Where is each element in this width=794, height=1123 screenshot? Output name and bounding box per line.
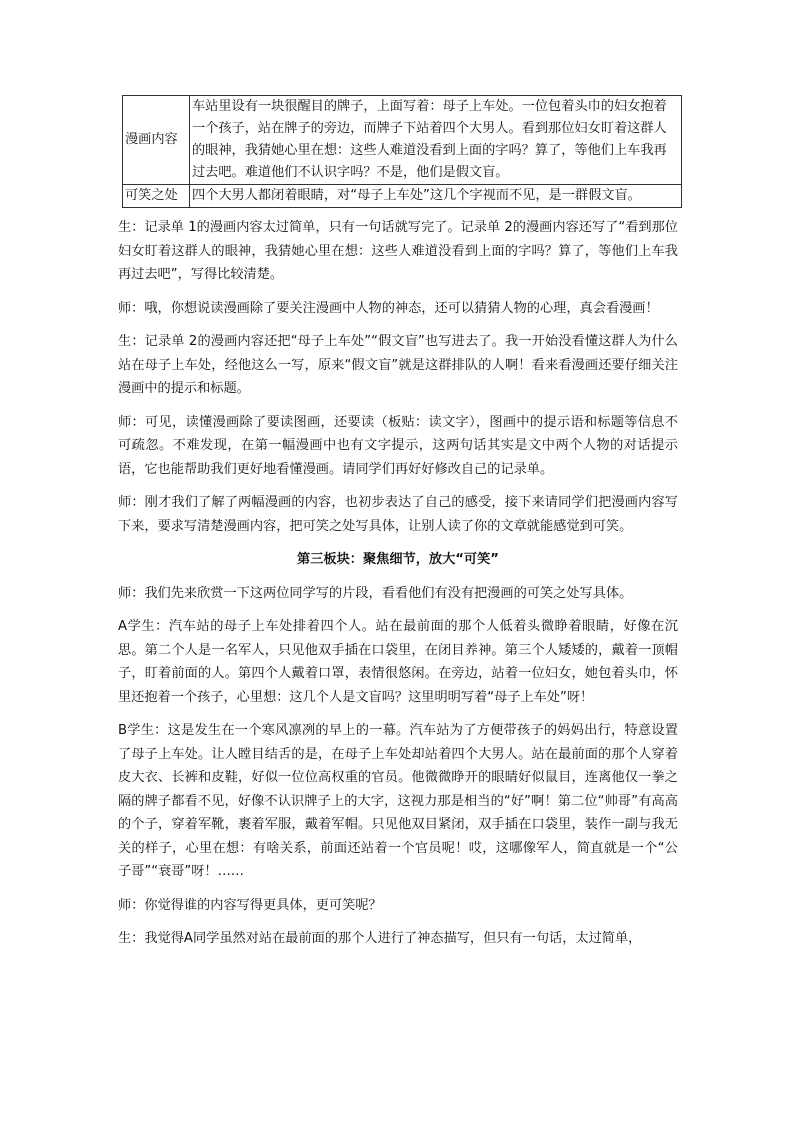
row-label-comic-content: 漫画内容 <box>123 96 190 185</box>
paragraph: 师：你觉得谁的内容写得更具体，更可笑呢？ <box>118 897 382 913</box>
paragraph: 生：记录单 1的漫画内容太过简单，只有一句话就写完了。记录单 2的漫画内容还写了“看到那位妇女盯着这群人的眼神，我猜她心里在想：这些人难道没看到上面的字吗？算了，等他们上车我再过去吧”，写得比较清楚。 <box>118 220 678 282</box>
row-content-funny-point: 四个大男人都闭着眼睛，对“母子上车处”这几个字视而不见，是一群假文盲。 <box>190 185 682 208</box>
paragraph: 师：哦，你想说读漫画除了要关注漫画中人物的神态，还可以猜猜人物的心理，真会看漫画！ <box>118 300 659 316</box>
table-row <box>123 96 682 185</box>
paragraph: A学生：汽车站的母子上车处排着四个人。站在最前面的那个人低着头微睁着眼睛，好像在沉思。第二个人是一名军人，只见他双手插在口袋里，在闭目养神。第三个人矮矮的，戴着一顶帽子，盯着前面的人。第四个人戴着口罩，表情很悠闲。在旁边，站着一位妇女，她包着头巾，怀里还抱着一个孩子，心里想：这几个人是文盲吗？这里明明写着“母子上车处”呀！ <box>118 619 678 705</box>
paragraph: B学生：这是发生在一个寒风凛冽的早上的一幕。汽车站为了方便带孩子的妈妈出行，特意设置了母子上车处。让人瞠目结舌的是，在母子上车处却站着四个大男人。站在最前面的那个人穿着皮大衣、长裤和皮鞋，好似一位位高权重的官员。他微微睁开的眼睛好似鼠目，连离他仅一拳之隔的牌子都看不见，好像不认识牌子上的大字，这视力那是相当的“好”啊！第二位“帅哥”有高高的个子，穿着军靴，裹着军服，戴着军帽。只见他双目紧闭，双手插在口袋里，装作一副与我无关的样子，心里在想：有啥关系，前面还站着一个官员呢！哎，这哪像军人，简直就是一个“公子哥”“衰哥”呀！…… <box>118 723 678 879</box>
paragraph: 师：我们先来欣赏一下这两位同学写的片段，看看他们有没有把漫画的可笑之处写具体。 <box>118 585 633 601</box>
paragraph: 师：可见，读懂漫画除了要读图画，还要读（板贴：读文字），图画中的提示语和标题等信息不可疏忽。不难发现，在第一幅漫画中也有文字提示，这两句话其实是文中两个人物的对话提示语，它也能帮助我们更好地看懂漫画。请同学们再好好修改自己的记录单。 <box>118 414 678 477</box>
paragraph: 生：记录单 2的漫画内容还把“母子上车处”“假文盲”也写进去了。我一开始没看懂这群人为什么站在母子上车处，经他这么一写，原来“假文盲”就是这群排队的人啊！看来看漫画还要仔细关注漫画中的提示和标题。 <box>118 334 678 396</box>
section-title: 第三板块：聚焦细节，放大“可笑” <box>297 552 499 567</box>
paragraph: 师：刚才我们了解了两幅漫画的内容，也初步表达了自己的感受，接下来请同学们把漫画内容写下来，要求写清楚漫画内容，把可笑之处写具体，让别人读了你的文章就能感觉到可笑。 <box>118 495 678 534</box>
row-label-funny-point: 可笑之处 <box>123 185 190 208</box>
table-row <box>123 185 682 208</box>
paragraph: 生：我觉得A同学虽然对站在最前面的那个人进行了神态描写，但只有一句话，太过简单， <box>118 931 642 946</box>
record-table <box>122 95 682 208</box>
row-content-comic-content: 车站里设有一块很醒目的牌子，上面写着：母子上车处。一位包着头巾的妇女抱着一个孩子，站在牌子的旁边，而牌子下站着四个大男人。看到那位妇女盯着这群人的眼神，我猜她心里在想：这些人难道没看到上面的字吗？算了，等他们上车我再过去吧。难道他们不认识字吗？不是，他们是假文盲。 <box>190 96 682 185</box>
document-page <box>118 95 678 951</box>
